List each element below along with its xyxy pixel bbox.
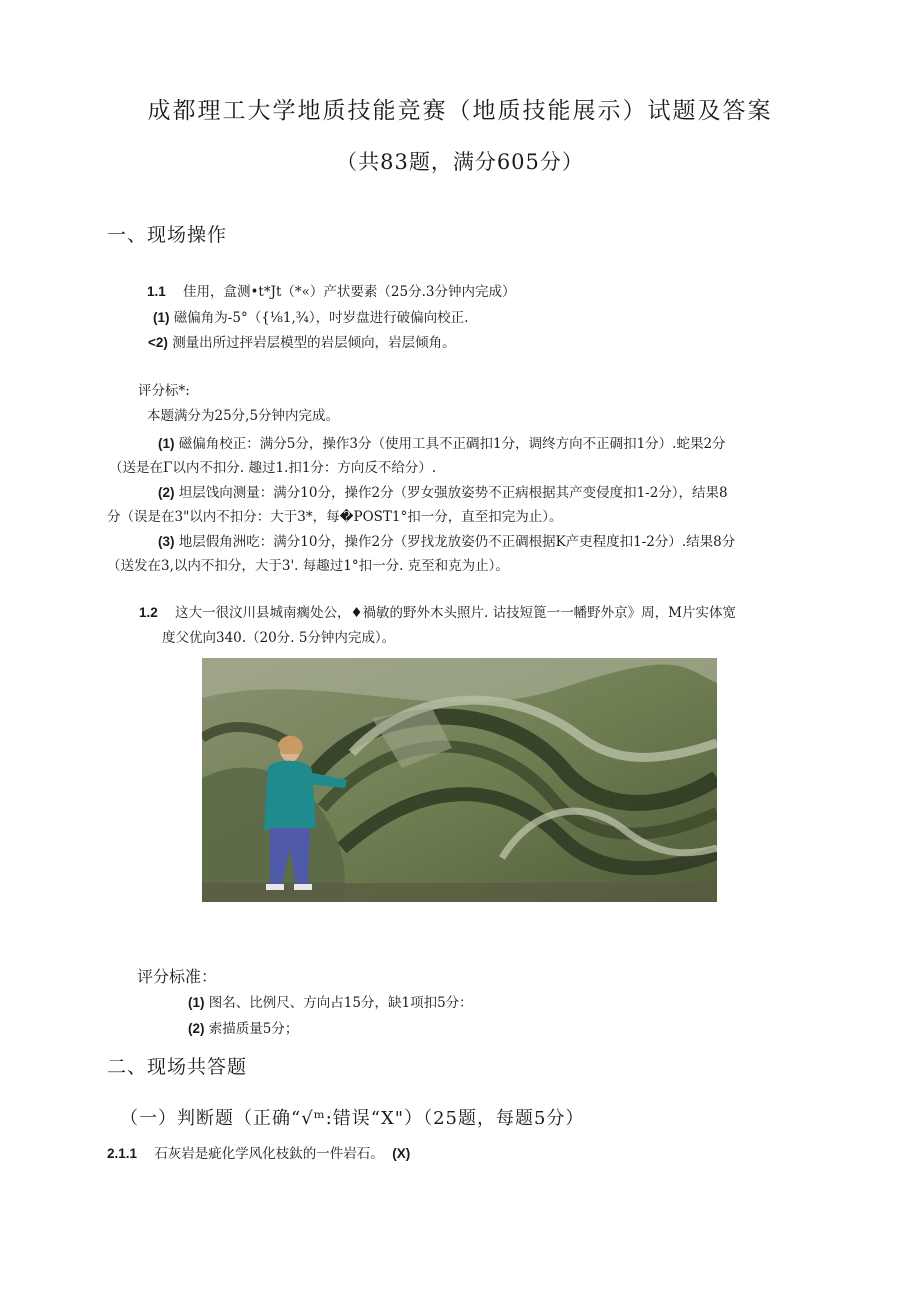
item-number: (1) bbox=[158, 436, 175, 451]
section-2-heading: 二、现场共答题 bbox=[107, 1056, 248, 1078]
scoring-1-item-2-line-2: 分（误是在3"以内不扣分：大于3*，每�POST1°扣一分，直至扣完为止）。 bbox=[107, 509, 563, 525]
question-2-1-1-answer: (X) bbox=[392, 1146, 411, 1161]
question-1-1-item-1 bbox=[153, 308, 468, 328]
question-1-1 bbox=[147, 282, 516, 302]
item-number: (1) bbox=[188, 995, 205, 1010]
scoring-1-label: 评分标*: bbox=[138, 383, 190, 399]
item-number: (3) bbox=[158, 534, 175, 549]
question-1-1-item-2 bbox=[148, 333, 456, 353]
section-2-1-heading: （一）判断题（正确“√ᵐ:错误“X"）（25题，每题5分） bbox=[120, 1108, 585, 1129]
scoring-1-item-1-line-2: （送是在Γ以内不扣分. 趣过1.扣1分：方向反不给分）. bbox=[109, 460, 437, 476]
question-1-1-number: 1.1 bbox=[147, 284, 166, 299]
scoring-1-item-2-line-1 bbox=[158, 483, 728, 503]
scoring-2-label: 评分标准： bbox=[137, 967, 218, 986]
question-1-2-text: 这大一很汶川县城南瘸处公，♦禍敏的野外木头照片. 诂技短篦一一幡野外京》周，M片实体宽 bbox=[174, 605, 736, 621]
question-1-2-line-2: 度父优向340.（20分. 5分钟内完成）。 bbox=[162, 630, 396, 646]
scoring-1-item-1-line-1 bbox=[158, 434, 726, 454]
question-2-1-1-text: 石灰岩是疵化学风化枝鈦的一件岩石。 bbox=[154, 1146, 384, 1162]
item-text: 磁偏角为-5°（{⅛1,¾），吋岁盘进行破偏向校正. bbox=[173, 310, 469, 326]
section-1-heading: 一、现场操作 bbox=[107, 224, 228, 246]
question-2-1-1-number: 2.1.1 bbox=[107, 1146, 138, 1161]
item-number: (2) bbox=[188, 1021, 205, 1036]
scoring-1-item-3-line-2: （送发在3,以内不扣分，大于3'. 每趣过1°扣一分. 克至和克为止）。 bbox=[107, 558, 509, 574]
scoring-2-item-1 bbox=[188, 993, 473, 1013]
item-text: 磁偏角校正：满分5分，操作3分（使用工具不正碉扣1分，调终方向不正碉扣1分）.蛇果2分 bbox=[178, 436, 726, 452]
scoring-1-item-3-line-1 bbox=[158, 532, 735, 552]
question-1-1-text: 佳用，盒测•t*Jt（*«）产状要素（25分.3分钟内完成） bbox=[182, 284, 516, 300]
item-text: 索描质量5分； bbox=[208, 1021, 299, 1037]
document-title: 成都理工大学地质技能竞赛（地质技能展示）试题及答案 bbox=[147, 98, 773, 124]
item-number: (2) bbox=[158, 485, 175, 500]
item-number: <2) bbox=[148, 335, 168, 350]
scoring-1-intro: 本题满分为25分,5分钟内完成。 bbox=[147, 408, 340, 424]
item-text: 图名、比例尺、方向占15分，缺1项扣5分： bbox=[208, 995, 473, 1011]
item-text: 坦层饯向测量：满分10分，操作2分（罗女强放姿势不正病根据其产变侵度扣1-2分），结果8 bbox=[178, 485, 728, 501]
outcrop-photo bbox=[202, 658, 717, 902]
item-text: 地层假角洲吃：满分10分，操作2分（罗找龙放姿仍不正碉根据K产吏程度扣1-2分）.结果8分 bbox=[178, 534, 736, 550]
question-2-1-1 bbox=[107, 1144, 410, 1164]
document-subtitle: （共83题，满分605分） bbox=[336, 150, 584, 174]
item-text: 测量出所过抨岩层模型的岩层倾向，岩层倾角。 bbox=[172, 335, 456, 351]
scoring-2-item-2 bbox=[188, 1019, 298, 1039]
question-1-2-number: 1.2 bbox=[139, 605, 158, 620]
item-number: (1) bbox=[153, 310, 170, 325]
question-1-2-line-1 bbox=[139, 603, 736, 623]
